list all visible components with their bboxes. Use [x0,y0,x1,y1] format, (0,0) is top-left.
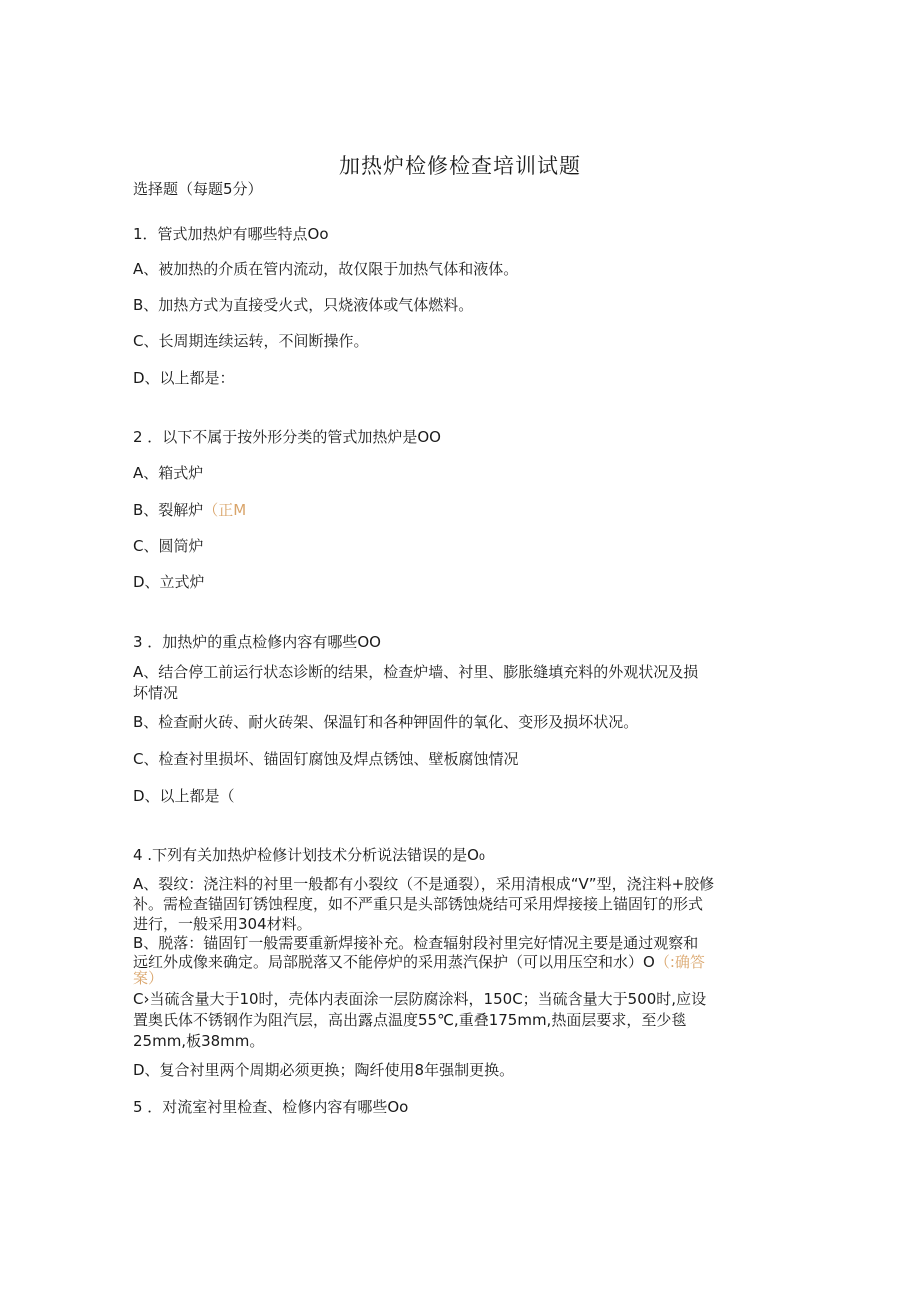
question-2-option-c: C、圆筒炉 [133,537,204,555]
question-4-option-c-line-1: C›当硫含量大于10时，壳体内表面涂一层防腐涂料，150C；当硫含量大于500时,应设 [133,990,707,1008]
question-1-stem: 1．管式加热炉有哪些特点Oo [133,225,329,243]
question-1-option-b: B、加热方式为直接受火式，只烧液体或气体燃料。 [133,296,474,314]
question-1-option-a: A、被加热的介质在管内流动，故仅限于加热气体和液体。 [133,260,519,278]
question-4-option-c-line-2: 置奥氏体不锈钢作为阻汽层，高出露点温度55℃,重叠175mm,热面层要求，至少毯 [133,1011,687,1029]
page-title: 加热炉检修检查培训试题 [339,154,581,178]
question-2-option-d: D、立式炉 [133,573,205,591]
question-4-option-a-line-2: 补。需检查锚固钉锈蚀程度，如不严重只是头部锈蚀烧结可采用焊接接上锚固钉的形式 [133,895,704,913]
question-4-option-d: D、复合衬里两个周期必须更换；陶纤使用8年强制更换。 [133,1061,515,1079]
question-4-option-b-line-1: B、脱落：锚固钉一般需要重新焊接补充。检查辐射段衬里完好情况主要是通过观察和 [133,934,699,952]
question-3-option-d: D、以上都是（ [133,787,235,805]
question-3-option-b: B、检查耐火砖、耐火砖架、保温钉和各种钾固件的氧化、变形及损坏状况。 [133,713,639,731]
question-2-option-a: A、箱式炉 [133,464,204,482]
question-2-option-b-text: B、裂解炉 [133,501,204,519]
answer-mark: （正M [203,501,247,519]
answer-mark-continued: 案） [133,969,164,987]
question-2-stem: 2 ．以下不属于按外形分类的管式加热炉是OO [133,428,441,446]
question-4-option-a-line-1: A、裂纹：浇注料的衬里一般都有小裂纹（不是通裂），采用清根成“V”型，浇注料+胶修 [133,875,715,893]
question-4-option-c-line-3: 25mm,板38mm。 [133,1032,265,1050]
question-4-stem: 4 .下列有关加热炉检修计划技术分析说法错误的是O₀ [133,846,485,864]
question-3-option-a-line-1: A、结合停工前运行状态诊断的结果，检查炉墙、衬里、膨胀缝填充料的外观状况及损 [133,663,699,681]
question-2-option-b [133,502,793,519]
section-heading: 选择题（每题5分） [133,180,263,198]
question-3-option-a-line-2: 坏情况 [133,684,179,702]
question-5-stem: 5 ．对流室衬里检查、检修内容有哪些Oo [133,1098,409,1116]
question-4-option-b-line-2-text: 远红外成像来确定。局部脱落又不能停炉的采用蒸汽保护（可以用压空和水）O [133,953,655,971]
question-4-option-b-line-2 [133,954,793,971]
question-3-stem: 3 ．加热炉的重点检修内容有哪些OO [133,633,381,651]
question-3-option-c: C、检查衬里损坏、锚固钉腐蚀及焊点锈蚀、壁板腐蚀情况 [133,750,519,768]
answer-mark: （:确答 [654,953,705,971]
question-1-option-d: D、以上都是： [133,369,235,387]
question-4-option-a-line-3: 进行，一般采用304材料。 [133,915,312,933]
question-1-option-c: C、长周期连续运转，不间断操作。 [133,332,369,350]
